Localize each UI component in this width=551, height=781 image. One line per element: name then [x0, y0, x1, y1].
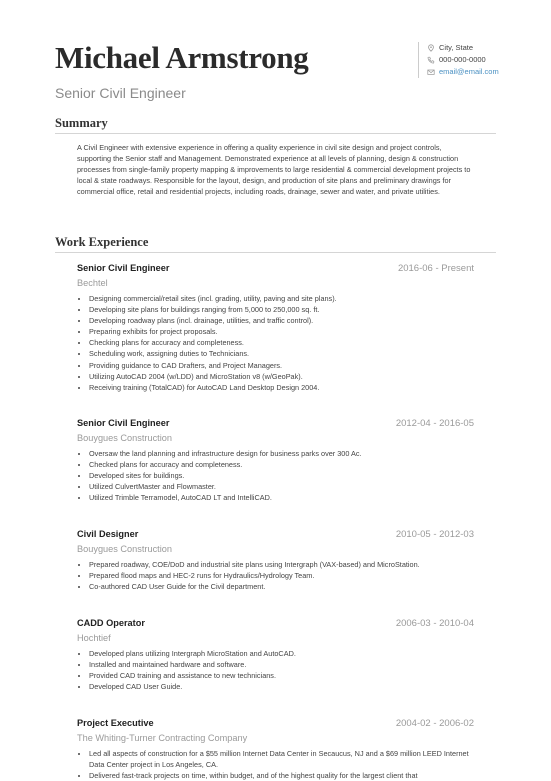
job-duty: • Delivered fast-track projects on time, within budget, and of the highest quality for the largest client that: [89, 770, 474, 781]
job-duties-list: [77, 559, 474, 592]
job-duty: • Provided CAD training and assistance to new technicians.: [89, 670, 474, 681]
job-duties-list: [77, 648, 474, 692]
job-title: Senior Civil Engineer: [77, 418, 170, 428]
job-entry: [77, 529, 474, 592]
summary-heading: Summary: [55, 116, 108, 130]
job-duties-list: [77, 293, 474, 393]
job-company: Bechtel: [77, 278, 108, 288]
job-dates: 2016-06 - Present: [397, 263, 474, 274]
phone-icon: [427, 56, 435, 64]
job-duty: • Developing site plans for buildings ranging from 5,000 to 250,000 sq. ft.: [89, 304, 474, 315]
email-link[interactable]: email@email.com: [439, 67, 499, 76]
job-dates: 2012-04 - 2016-05: [395, 418, 474, 429]
job-company: Hochtief: [77, 633, 111, 643]
job-duty: • Installed and maintained hardware and software.: [89, 659, 474, 670]
job-entry: [77, 618, 474, 692]
work-experience-heading: Work Experience: [55, 235, 149, 249]
job-duty: • Scheduling work, assigning duties to Technicians.: [89, 348, 474, 359]
work-experience-divider: [55, 252, 496, 253]
job-duty: • Checked plans for accuracy and completeness.: [89, 459, 474, 470]
job-duty: • Developed CAD User Guide.: [89, 681, 474, 692]
job-dates: 2010-05 - 2012-03: [395, 529, 474, 540]
job-duties-list: [77, 448, 474, 503]
job-duty: • Designing commercial/retail sites (incl. grading, utility, paving and site plans).: [89, 293, 474, 304]
job-entry: [77, 718, 474, 781]
contact-location: [427, 42, 499, 54]
summary-text: A Civil Engineer with extensive experience in offering a quality experience in civil site design and project controls, supporting the Senior staff and Management. Demonstrated experience at all levels of planning, design & construction processes from single-family property mapping & improvements to large residential & commercial development projects to local & state roadways. Responsible for the layout, design, and production of site plans and preliminary drawings for commercial office, retail and residential projects, including roads, drainage, sewer and water, and private utilities.: [77, 143, 471, 196]
job-duties-list: [77, 748, 474, 781]
job-duty: • Developing roadway plans (incl. drainage, utilities, and traffic control).: [89, 315, 474, 326]
job-duty: • Utilizing AutoCAD 2004 (w/LDD) and MicroStation v8 (w/GeoPak).: [89, 371, 474, 382]
job-title: CADD Operator: [77, 618, 145, 628]
contact-phone: [427, 54, 499, 66]
candidate-title: Senior Civil Engineer: [55, 85, 186, 101]
job-duty: • Developed plans utilizing Intergraph MicroStation and AutoCAD.: [89, 648, 474, 659]
job-duty: • Checking plans for accuracy and completeness.: [89, 337, 474, 348]
job-duty: • Providing guidance to CAD Drafters, and Project Managers.: [89, 360, 474, 371]
job-duty: • Utilized Trimble Terramodel, AutoCAD LT and IntelliCAD.: [89, 492, 474, 503]
job-duty: • Developed sites for buildings.: [89, 470, 474, 481]
job-duty: • Preparing exhibits for project proposals.: [89, 326, 474, 337]
phone-text: 000-000-0000: [439, 55, 486, 64]
job-duty: • Prepared flood maps and HEC-2 runs for Hydraulics/Hydrology Team.: [89, 570, 474, 581]
job-dates: 2006-03 - 2010-04: [395, 618, 474, 629]
location-text: City, State: [439, 43, 474, 52]
job-duty: • Receiving training (TotalCAD) for AutoCAD Land Desktop Design 2004.: [89, 382, 474, 393]
job-dates: 2004-02 - 2006-02: [395, 718, 474, 729]
job-title: Project Executive: [77, 718, 154, 728]
job-duty: • Utilized CulvertMaster and Flowmaster.: [89, 481, 474, 492]
job-entry: [77, 263, 474, 393]
job-duty: • Co-authored CAD User Guide for the Civil department.: [89, 581, 474, 592]
job-entry: [77, 418, 474, 503]
location-pin-icon: [427, 44, 435, 52]
mail-icon: [427, 68, 435, 76]
contact-block: [418, 42, 499, 78]
summary-divider: [55, 133, 496, 134]
job-company: Bouygues Construction: [77, 433, 172, 443]
job-company: Bouygues Construction: [77, 544, 172, 554]
job-title: Civil Designer: [77, 529, 139, 539]
contact-email[interactable]: [427, 66, 499, 78]
job-company: The Whiting-Turner Contracting Company: [77, 733, 248, 743]
job-duty: • Led all aspects of construction for a $55 million Internet Data Center in Secaucus, NJ and a $69 million LEED Internet Data Center project in Los Angeles, CA.: [89, 748, 474, 770]
job-duty: • Prepared roadway, COE/DoD and industrial site plans using Intergraph (VAX-based) and MicroStation.: [89, 559, 474, 570]
candidate-name: Michael Armstrong: [55, 40, 309, 75]
job-title: Senior Civil Engineer: [77, 263, 170, 273]
job-duty: • Oversaw the land planning and infrastructure design for business parks over 300 Ac.: [89, 448, 474, 459]
